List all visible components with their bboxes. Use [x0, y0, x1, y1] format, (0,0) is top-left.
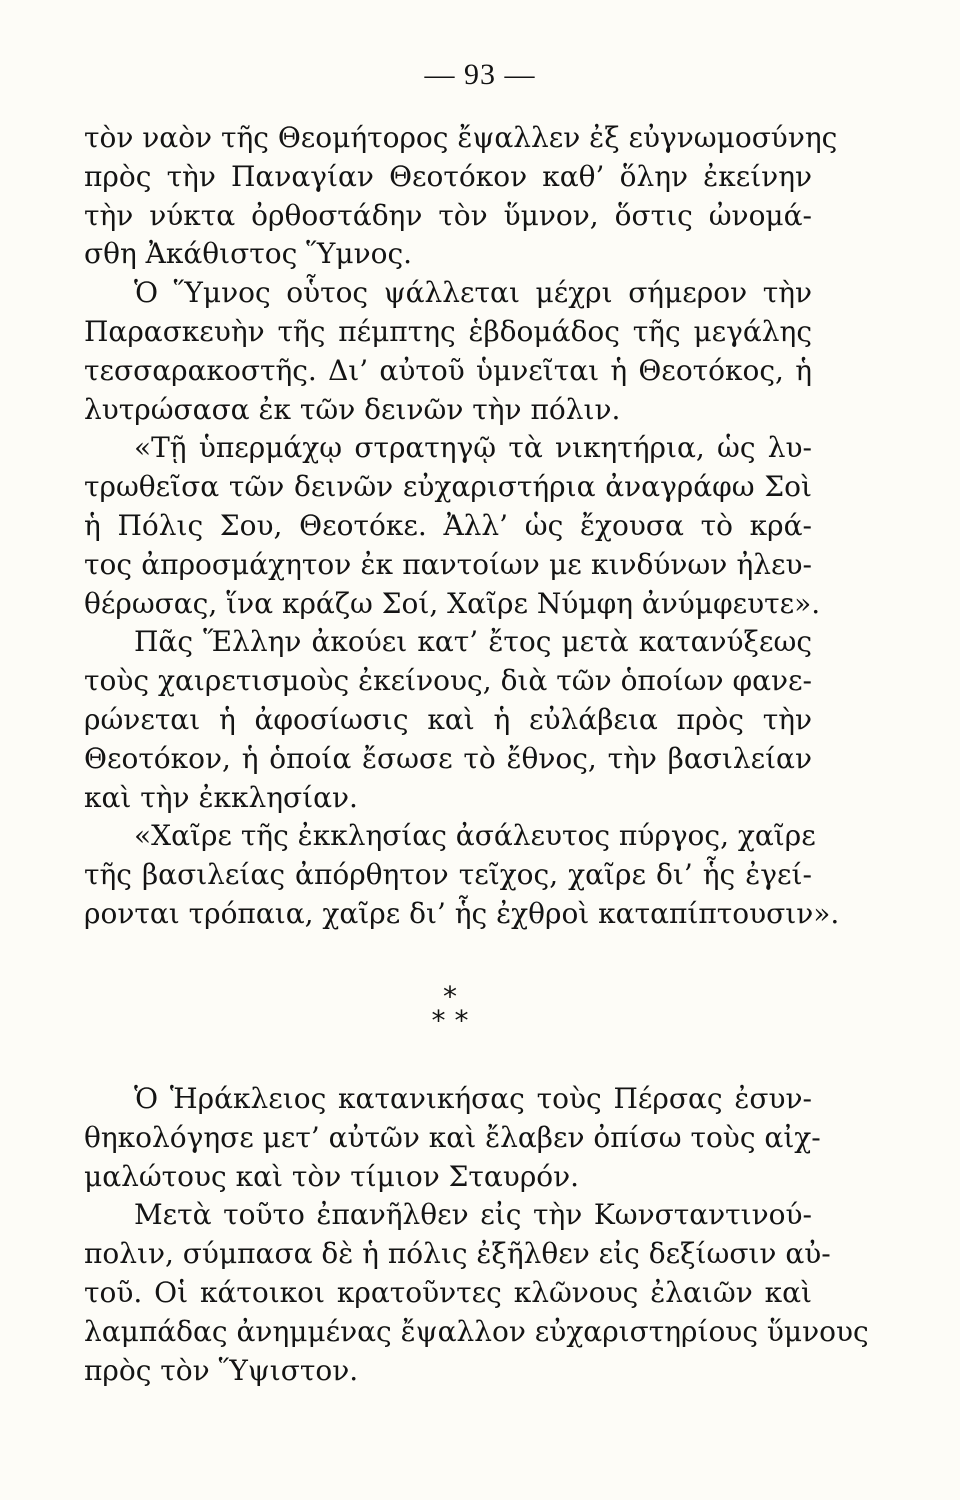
text-line: θέρωσας, ἵνα κράζω Σοί, Χαῖρε Νύμφη ἀνύμφευτε». [84, 586, 821, 620]
text-line: μαλώτους καὶ τὸν τίμιον Σταυρόν. [84, 1159, 580, 1193]
text-line: Ὁ Ὕμνος οὗτος ψάλλεται μέχρι σήμερον τὴν [134, 276, 812, 310]
text-line: Μετὰ τοῦτο ἐπανῆλθεν εἰς τὴν Κωνσταντινού- [134, 1198, 812, 1232]
text-line: Θεοτόκον, ἡ ὁποία ἔσωσε τὸ ἔθνος, τὴν βασιλείαν [84, 741, 812, 775]
section-separator [420, 980, 480, 1037]
text-block-1 [84, 119, 840, 934]
text-line: «Χαῖρε τῆς ἐκκλησίας ἀσάλευτος πύργος, χαῖρε [134, 819, 816, 853]
text-line: τῆς βασιλείας ἀπόρθητον τεῖχος, χαῖρε δι’ ἧς ἐγεί- [84, 858, 812, 892]
text-line: θηκολόγησε μετ’ αὐτῶν καὶ ἔλαβεν ὀπίσω τοὺς αἰχ- [84, 1120, 821, 1154]
page-number: — 93 — [424, 58, 536, 91]
text-line: σθη Ἀκάθιστος Ὕμνος. [84, 237, 413, 271]
text-line: τὸν ναὸν τῆς Θεομήτορος ἔψαλλεν ἐξ εὐγνωμοσύνης [84, 121, 838, 154]
text-line: καὶ τὴν ἐκκλησίαν. [84, 780, 358, 814]
text-line: λαμπάδας ἀνημμένας ἔψαλλον εὐχαριστηρίους ὕμνους [84, 1314, 869, 1348]
text-line: τρωθεῖσα τῶν δεινῶν εὐχαριστήρια ἀναγράφω Σοὶ [84, 470, 812, 504]
text-line: ρώνεται ἡ ἀφοσίωσις καὶ ἡ εὐλάβεια πρὸς τὴν [84, 702, 812, 736]
text-line: πρὸς τὸν Ὕψιστον. [84, 1353, 359, 1387]
text-line: πρὸς τὴν Παναγίαν Θεοτόκον καθ’ ὅλην ἐκείνην [84, 159, 812, 193]
text-line: τος ἀπροσμάχητον ἐκ παντοίων με κινδύνων ἠλευ- [84, 547, 812, 581]
text-line: Ὁ Ἡράκλειος κατανικήσας τοὺς Πέρσας ἐσυν- [134, 1082, 812, 1115]
text-line: τὴν νύκτα ὀρθοστάδην τὸν ὕμνον, ὅστις ὠνομά- [84, 198, 812, 232]
text-line: τεσσαρακοστῆς. Δι’ αὐτοῦ ὑμνεῖται ἡ Θεοτόκος, ἡ [84, 353, 812, 387]
text-block-2 [84, 1080, 869, 1390]
text-line: πολιν, σύμπασα δὲ ἡ πόλις ἐξῆλθεν εἰς δεξίωσιν αὐ- [84, 1237, 831, 1271]
text-line: ρονται τρόπαια, χαῖρε δι’ ἧς ἐχθροὶ καταπίπτουσιν». [84, 896, 840, 930]
text-line: τοῦ. Οἱ κάτοικοι κρατοῦντες κλῶνους ἐλαιῶν καὶ [84, 1275, 812, 1309]
asterisk-top: * [443, 980, 457, 1013]
text-line: ἡ Πόλις Σου, Θεοτόκε. Ἀλλ’ ὡς ἔχουσα τὸ κρά- [84, 508, 812, 542]
text-line: τοὺς χαιρετισμοὺς ἐκείνους, διὰ τῶν ὁποίων φανε- [84, 664, 812, 698]
text-line: Παρασκευὴν τῆς πέμπτης ἑβδομάδος τῆς μεγάλης [84, 314, 812, 348]
text-line: λυτρώσασα ἐκ τῶν δεινῶν τὴν πόλιν. [84, 392, 621, 426]
text-line: «Τῇ ὑπερμάχῳ στρατηγῷ τὰ νικητήρια, ὡς λυ- [134, 431, 812, 465]
text-line: Πᾶς Ἕλλην ἀκούει κατ’ ἔτος μετὰ κατανύξεως [134, 625, 812, 659]
asterisk-bottom: * * [431, 1004, 469, 1037]
